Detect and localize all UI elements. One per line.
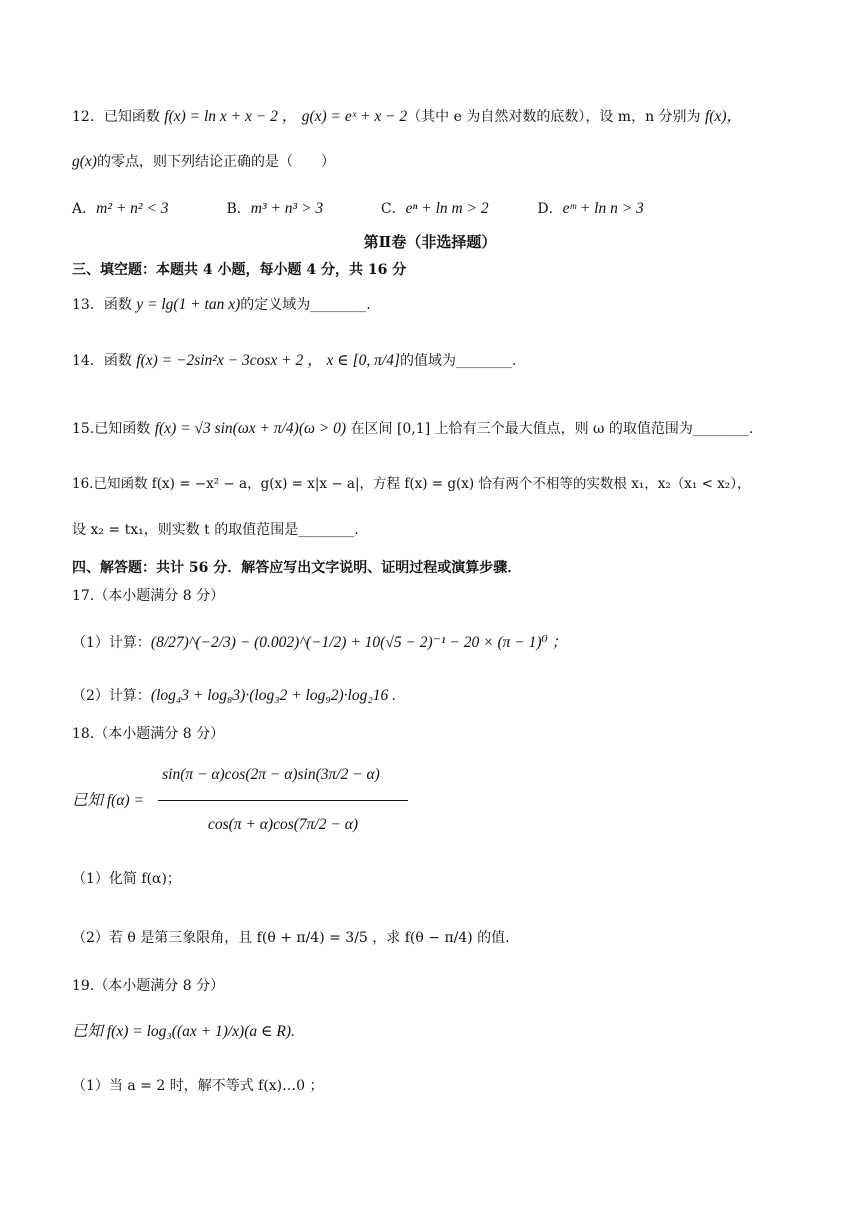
q18-part1: （1）化简 f(α)； <box>72 871 181 887</box>
q12-g-def: g(x) = eˣ + x − 2 <box>301 108 408 125</box>
q18-head: 18.（本小题满分 8 分） <box>72 726 225 742</box>
q12-f-def: f(x) = ln x + x − 2 ， <box>164 108 298 125</box>
part2-title: 第Ⅱ卷（非选择题） <box>363 233 497 251</box>
q19-def: 已知 f(x) = log₃((ax + 1)/x)(a ∈ R). <box>72 1023 295 1040</box>
q19-head: 19.（本小题满分 8 分） <box>72 978 225 994</box>
q16-line2: 设 x₂ = tx₁，则实数 t 的取值范围是________. <box>72 522 359 538</box>
q17-part1: （1）计算：(8/27)^(−2/3) − (0.002)^(−1/2) + 10(√5 − 2)⁻¹ − 20 × (π − 1)⁰ ； <box>72 634 568 651</box>
q18-numerator: sin(π − α)cos(2π − α)sin(3π/2 − α) <box>162 766 380 783</box>
section4-title: 四、解答题：共计 56 分．解答应写出文字说明、证明过程或演算步骤． <box>72 560 522 576</box>
q16-line1: 16.已知函数 f(x) = −x² − a，g(x) = x|x − a|，方程 f(x) = g(x) 恰有两个不相等的实数根 x₁，x₂（x₁ < x₂）， <box>72 476 751 492</box>
option-c: C．eⁿ + ln m > 2 <box>380 200 489 217</box>
q12-line1: 12．已知函数 f(x) = ln x + x − 2 ， g(x) = eˣ + x − 2（其中 e 为自然对数的底数），设 m，n 分别为 f(x)， <box>72 108 742 125</box>
q17-head: 17.（本小题满分 8 分） <box>72 588 225 604</box>
q18-part2: （2）若 θ 是第三象限角，且 f(θ + π/4) = 3/5 ，求 f(θ − π/4) 的值. <box>72 930 510 946</box>
section3-title: 三、填空题：本题共 4 小题，每小题 4 分，共 16 分 <box>72 262 407 278</box>
option-b: B．m³ + n³ > 3 <box>226 200 324 217</box>
option-a: A．m² + n² < 3 <box>72 200 169 217</box>
q18-denominator: cos(π + α)cos(7π/2 − α) <box>208 816 358 833</box>
fraction-bar <box>158 800 408 801</box>
q15: 15.已知函数 f(x) = √3 sin(ωx + π/4)(ω > 0) 在区间 [0,1] 上恰有三个最大值点，则 ω 的取值范围为________. <box>72 420 754 437</box>
q18-def: 已知 f(α) = <box>72 792 144 809</box>
option-d: D．eᵐ + ln n > 3 <box>537 200 644 217</box>
q14: 14．函数 f(x) = −2sin²x − 3cosx + 2 ， x ∈ [0, π/4]的值域为________. <box>72 352 517 369</box>
q17-part2: （2）计算：(log₄3 + log₈3)·(log₃2 + log₉2)·log₂16 . <box>72 687 396 704</box>
q12-options <box>72 200 644 219</box>
q12-line2: g(x)的零点，则下列结论正确的是（ ） <box>72 153 335 170</box>
q19-part1: （1）当 a = 2 时，解不等式 f(x)…0 ； <box>72 1078 324 1094</box>
q13: 13．函数 y = lg(1 + tan x)的定义域为________. <box>72 296 371 313</box>
